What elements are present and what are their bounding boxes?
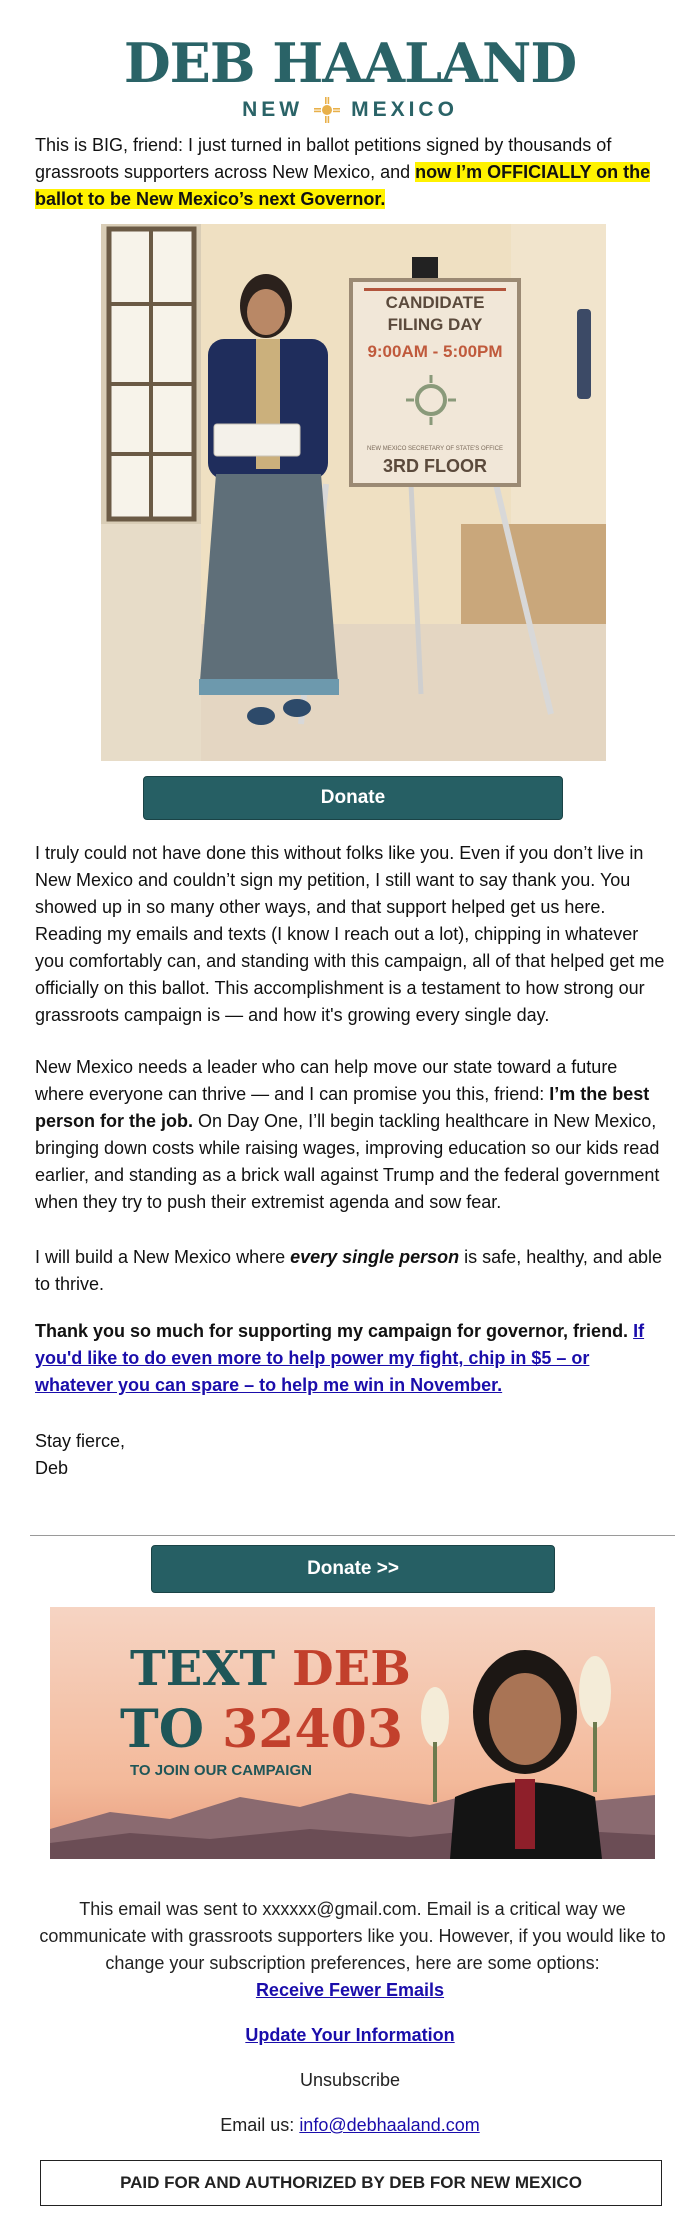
intro-paragraph xyxy=(35,132,665,213)
window-frame xyxy=(101,224,201,524)
update-information-link[interactable]: Update Your Information xyxy=(245,2025,455,2045)
p3-text-a: I will build a New Mexico where xyxy=(35,1247,291,1267)
filing-day-photo[interactable] xyxy=(101,224,606,761)
p3-text-b: is safe, healthy, and able to thrive. xyxy=(35,1247,662,1294)
p2-text-b: On Day One, I’ll begin tackling healthcare in New Mexico, bringing down costs while raising wages, improving education so our kids read earlier, and standing as a brick wall against Trump and the federal government when they try to push their extremist agenda and sow fear. xyxy=(35,1111,660,1212)
banner-illustration xyxy=(50,1607,655,1859)
banner-deb-word: DEB xyxy=(291,1641,411,1697)
p4-bold: Thank you so much for supporting my campaign for governor, friend. xyxy=(35,1321,629,1341)
chip-in-link-text: If you'd like to do even more to help power my fight, chip in $5 – or whatever you can spare – to help me win in November. xyxy=(35,1321,645,1395)
ask-paragraph xyxy=(35,1318,670,1399)
contact-line xyxy=(0,2115,700,2136)
svg-text:TO 32403 xyxy=(120,1699,403,1760)
banner-number: 32403 xyxy=(222,1699,404,1760)
contact-email-link[interactable]: info@debhaaland.com xyxy=(299,2115,480,2135)
p2-bold: I’m the best person for the job. xyxy=(35,1084,650,1131)
paid-for-disclaimer: PAID FOR AND AUTHORIZED BY DEB FOR NEW MEXICO xyxy=(40,2160,662,2206)
candidate-figure xyxy=(199,274,339,725)
sign-line2: FILING DAY xyxy=(387,315,483,334)
leadership-paragraph xyxy=(35,1054,670,1216)
unsubscribe-link[interactable]: Unsubscribe xyxy=(299,2070,401,2090)
campaign-logo xyxy=(0,31,700,124)
filing-day-sign xyxy=(351,280,519,485)
email-label: Email us: xyxy=(220,2115,300,2135)
logo-subline xyxy=(0,96,700,124)
banner-text-word: TEXT xyxy=(130,1641,292,1697)
vision-paragraph xyxy=(35,1244,670,1298)
sign-line1: CANDIDATE xyxy=(385,293,485,312)
fewer-emails-row xyxy=(0,1980,700,2001)
photo-illustration xyxy=(101,224,606,761)
receive-fewer-emails-link[interactable]: Receive Fewer Emails xyxy=(255,1980,445,2000)
logo-sub-right: MEXICO xyxy=(351,98,458,121)
signature: Deb xyxy=(35,1458,69,1478)
text-deb-banner[interactable] xyxy=(50,1607,655,1859)
logo-sub-left: NEW xyxy=(242,98,304,121)
signoff-line: Stay fierce, xyxy=(35,1431,126,1451)
divider xyxy=(30,1535,675,1536)
intro-highlight: now I’m OFFICIALLY on the ballot to be New Mexico’s next Governor. xyxy=(35,162,651,209)
sign-hours: 9:00AM - 5:00PM xyxy=(367,342,503,361)
banner-tagline: TO JOIN OUR CAMPAIGN xyxy=(130,1762,312,1779)
subscription-notice: This email was sent to xxxxxx@gmail.com. Email is a critical way we communicate with grassroots supporters like you. However, if you would like to change your subscription preferences, here are some options: xyxy=(39,1899,666,1973)
update-info-row xyxy=(0,2025,700,2046)
logo-name: DEB HAALAND xyxy=(123,31,577,95)
signoff xyxy=(35,1428,670,1482)
donate-more-button[interactable]: Donate >> xyxy=(151,1545,555,1593)
thank-you-paragraph: I truly could not have done this without folks like you. Even if you don’t live in New Mexico and couldn’t sign my petition, I still want to say thank you. You showed up in so many other ways, and that support helped get us here. Reading my emails and texts (I know I reach out a lot), chipping in whatever you comfortably can, and standing with this campaign, all of that helped get me officially on this ballot. This accomplishment is a testament to how strong our grassroots campaign is — and how it's growing every single day. xyxy=(35,843,665,1025)
svg-text:TEXT DEB xyxy=(130,1641,411,1697)
intro-text: This is BIG, friend: I just turned in ballot petitions signed by thousands of grassroots supporters across New Mexico, and xyxy=(35,135,612,182)
p3-emphasis: every single person xyxy=(290,1247,460,1267)
zia-sun-icon xyxy=(313,96,341,124)
sign-office: NEW MEXICO SECRETARY OF STATE'S OFFICE xyxy=(367,446,503,452)
donate-button[interactable]: Donate xyxy=(143,776,563,820)
banner-to-word: TO xyxy=(120,1699,223,1760)
sign-floor: 3RD FLOOR xyxy=(382,456,488,476)
p2-text-a: New Mexico needs a leader who can help move our state toward a future where everyone can thrive — and I can promise you this, friend: xyxy=(35,1057,618,1104)
